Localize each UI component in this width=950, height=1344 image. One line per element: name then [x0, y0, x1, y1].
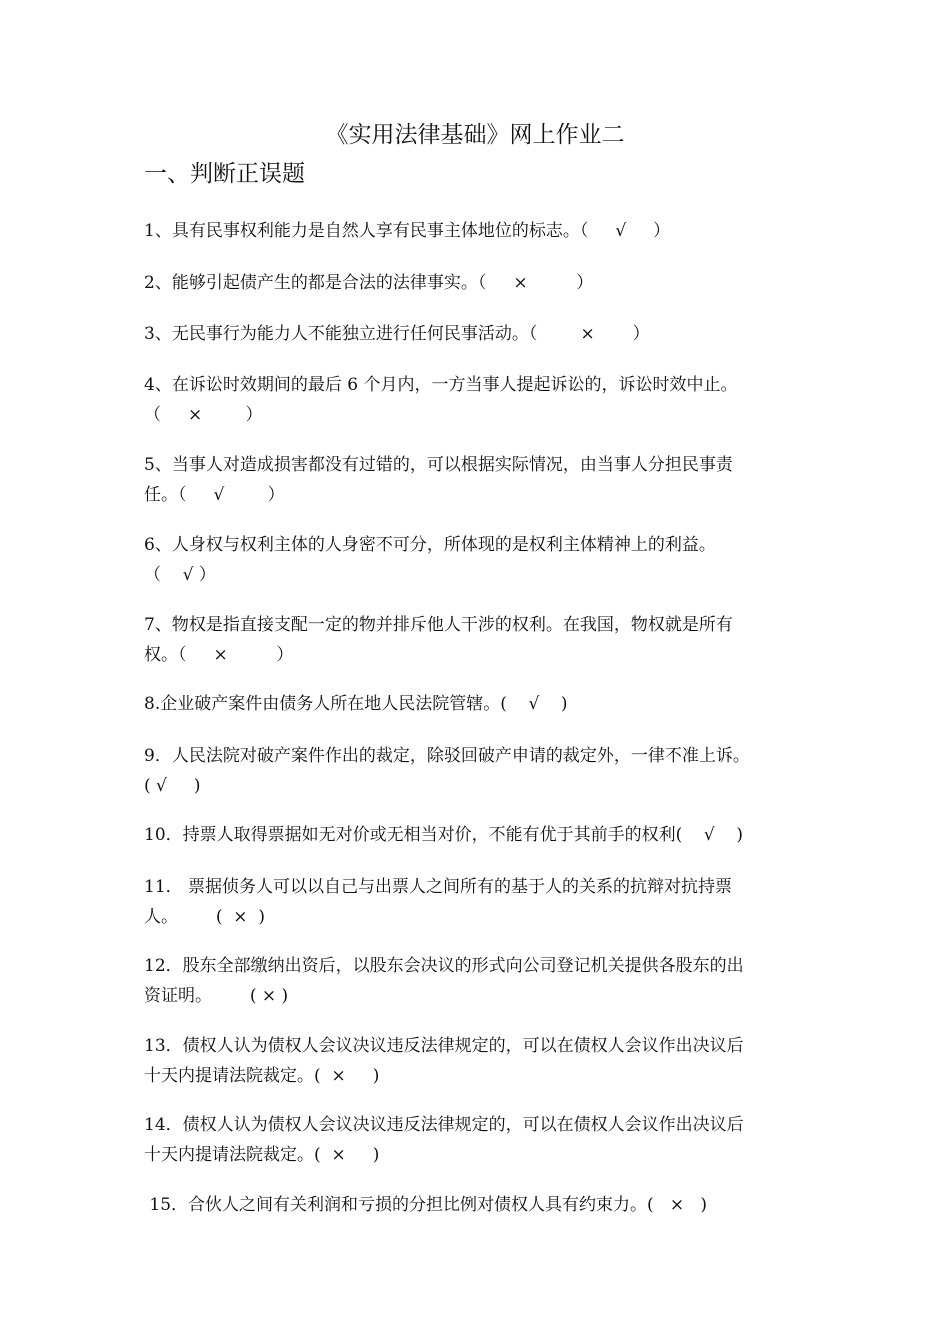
question-line: 3、无民事行为能力人不能独立进行任何民事活动。（ × ） [144, 324, 650, 344]
question-item [144, 450, 814, 510]
question-item [144, 530, 814, 590]
question-line: 15．合伙人之间有关利润和亏损的分担比例对债权人具有约束力。( × ) [144, 1195, 707, 1215]
question-line: 13．债权人认为债权人会议决议违反法律规定的，可以在债权人会议作出决议后 [144, 1036, 744, 1056]
question-item [144, 951, 814, 1011]
question-line: 10．持票人取得票据如无对价或无相当对价，不能有优于其前手的权利( √ ) [144, 825, 743, 845]
question-line: 9．人民法院对破产案件作出的裁定，除驳回破产申请的裁定外，一律不准上诉。 [144, 746, 750, 766]
question-item [144, 319, 814, 349]
question-line: 人。 ( × ) [144, 907, 265, 927]
question-line: 任。（ √ ） [144, 485, 285, 505]
question-line: 5、当事人对造成损害都没有过错的，可以根据实际情况，由当事人分担民事责 [144, 455, 733, 475]
document-title: 《实用法律基础》网上作业二 [325, 122, 625, 148]
question-item [144, 610, 814, 670]
question-item [144, 1190, 814, 1220]
question-line: 十天内提请法院裁定。( × ) [144, 1145, 380, 1165]
question-line: 2、能够引起债产生的都是合法的法律事实。（ × ） [144, 273, 594, 293]
question-item [144, 689, 814, 719]
section-heading: 一、判断正误题 [144, 161, 305, 187]
question-item [144, 1031, 814, 1091]
question-line: （ √ ） [144, 565, 216, 585]
question-item [144, 216, 814, 246]
question-line: 6、人身权与权利主体的人身密不可分，所体现的是权利主体精神上的利益。 [144, 535, 716, 555]
question-line: 资证明。 ( × ) [144, 986, 289, 1006]
question-line: 十天内提请法院裁定。( × ) [144, 1066, 380, 1086]
question-line: 7、物权是指直接支配一定的物并排斥他人干涉的权利。在我国，物权就是所有 [144, 615, 733, 635]
question-item [144, 741, 814, 801]
question-item [144, 872, 814, 932]
question-line: 12．股东全部缴纳出资后，以股东会决议的形式向公司登记机关提供各股东的出 [144, 956, 744, 976]
question-item [144, 820, 814, 850]
question-item [144, 370, 814, 430]
question-line: 14．债权人认为债权人会议决议违反法律规定的，可以在债权人会议作出决议后 [144, 1115, 744, 1135]
question-line: ( √ ) [144, 776, 201, 796]
question-line: 11． 票据侦务人可以以自己与出票人之间所有的基于人的关系的抗辩对抗持票 [144, 877, 733, 897]
question-line: （ × ） [144, 405, 263, 425]
question-item [144, 268, 814, 298]
question-line: 4、在诉讼时效期间的最后 6 个月内，一方当事人提起诉讼的，诉讼时效中止。 [144, 375, 738, 395]
question-line: 权。（ × ） [144, 645, 294, 665]
question-line: 8.企业破产案件由债务人所在地人民法院管辖。( √ ) [144, 694, 568, 714]
question-item [144, 1110, 814, 1170]
question-line: 1、具有民事权利能力是自然人享有民事主体地位的标志。（ √ ） [144, 221, 671, 241]
